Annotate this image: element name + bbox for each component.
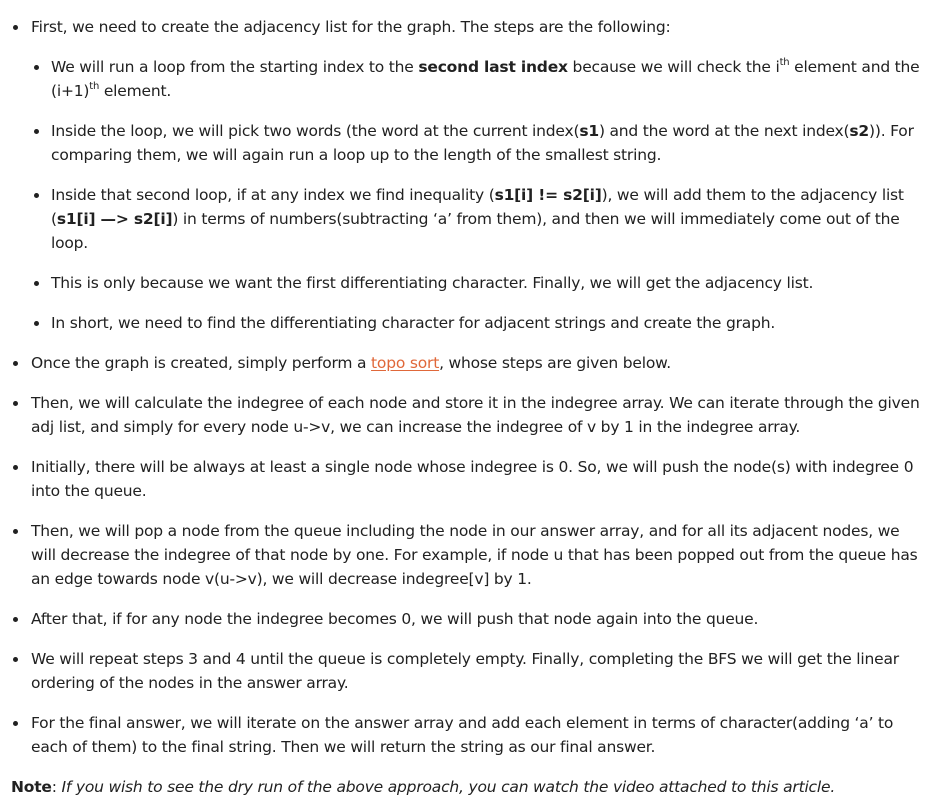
text: After that, if for any node the indegree becomes 0, we will push that node again into the queue. [31, 610, 759, 628]
text: because we will check the i [567, 58, 780, 76]
bold-text: s2 [849, 122, 869, 140]
text: We will run a loop from the starting index to the [51, 58, 419, 76]
list-item-repeat [0, 647, 937, 695]
text: , whose steps are given below. [439, 354, 671, 372]
note-paragraph [0, 775, 937, 799]
sub-item-first-diff [31, 271, 923, 295]
list-item-topo [0, 351, 937, 375]
note-text: If you wish to see the dry run of the above approach, you can watch the video attached to this article. [61, 778, 836, 796]
text: We will repeat steps 3 and 4 until the queue is completely empty. Finally, completing the BFS we will get the linear ordering of the nodes in the answer array. [31, 650, 899, 692]
sub-item-loop [31, 55, 923, 103]
text: ), we will add them to the adjacency list ( [51, 186, 904, 228]
text: Then, we will calculate the indegree of each node and store it in the indegree array. We can iterate through the given adj list, and simply for every node u->v, we can increase the indegree of v by 1 in the indegree array. [31, 394, 920, 436]
superscript: th [89, 80, 100, 92]
text: ) in terms of numbers(subtracting ‘a’ from them), and then we will immediately come out of the loop. [51, 210, 900, 252]
sub-item-pick-words [31, 119, 923, 167]
list-item-initial [0, 455, 937, 503]
text: Inside the loop, we will pick two words (the word at the current index( [51, 122, 580, 140]
text: Inside that second loop, if at any index we find inequality ( [51, 186, 495, 204]
text: ) and the word at the next index( [598, 122, 850, 140]
superscript: th [779, 56, 790, 68]
text: )). For comparing them, we will again run a loop up to the length of the smallest string. [51, 122, 914, 164]
text: This is only because we want the first differentiating character. Finally, we will get the adjacency list. [51, 274, 814, 292]
text: Initially, there will be always at least a single node whose indegree is 0. So, we will push the node(s) with indegree 0 into the queue. [31, 458, 914, 500]
text: Once the graph is created, simply perform a [31, 354, 372, 372]
text: element and the (i+1) [51, 58, 920, 100]
intro-text: First, we need to create the adjacency list for the graph. The steps are the following: [31, 18, 671, 36]
bold-text: second last index [418, 58, 568, 76]
text: Then, we will pop a node from the queue including the node in our answer array, and for all its adjacent nodes, we will decrease the indegree of that node by one. For example, if node u that has been popped out from the queue has an edge towards node v(u->v), we will decrease indegree[v] by 1. [31, 522, 918, 588]
adjacency-sub-list [31, 55, 923, 335]
text: For the final answer, we will iterate on the answer array and add each element in terms of character(adding ‘a’ to each of them) to the final string. Then we will return the string as our final answer. [31, 714, 894, 756]
text: element. [99, 82, 172, 100]
topo-sort-link[interactable]: topo sort [371, 354, 440, 372]
text: In short, we need to find the differentiating character for adjacent strings and create the graph. [51, 314, 776, 332]
list-item-after [0, 607, 937, 631]
bold-text: s1[i] —> s2[i] [56, 210, 173, 228]
list-item-intro [0, 15, 937, 335]
bold-text: s1[i] != s2[i] [494, 186, 602, 204]
list-item-pop [0, 519, 937, 591]
note-label: Note [11, 778, 52, 796]
steps-list [0, 15, 937, 759]
sub-item-inequality [31, 183, 923, 255]
bold-text: s1 [579, 122, 599, 140]
sub-item-short [31, 311, 923, 335]
text: : [51, 778, 62, 796]
list-item-indegree [0, 391, 937, 439]
list-item-final [0, 711, 937, 759]
